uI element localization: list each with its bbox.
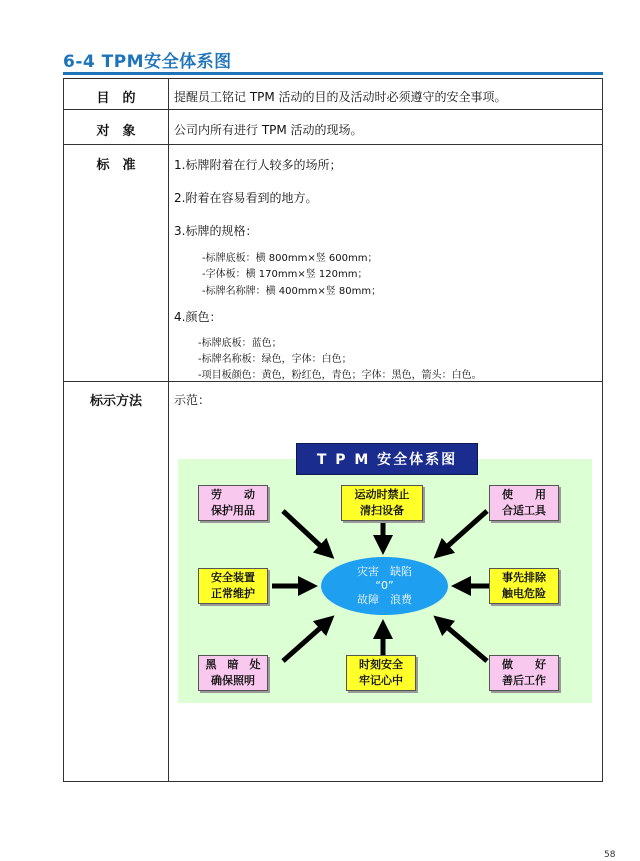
box-line: 事先排除 [502, 571, 546, 584]
spec-line: -字体板：横 170mm×竖 120mm； [202, 269, 368, 280]
box-line: 使 用 [502, 488, 546, 501]
center-line-3: 故障 浪费 [357, 593, 412, 606]
arrow-icon [441, 511, 487, 552]
box-aftercare [489, 655, 559, 691]
box-line: 确保照明 [211, 674, 255, 687]
standard-item-1: 1.标牌附着在行人较多的场所； [174, 158, 342, 172]
diagram-title: T P M 安全体系图 [296, 443, 478, 475]
color-line: -标牌名称板：绿色，字体：白色； [198, 354, 352, 365]
box-line: 触电危险 [502, 587, 546, 600]
box-line: 黑 暗 处 [205, 658, 261, 671]
standard-label: 标 准 [96, 158, 136, 173]
arrow-icon [441, 622, 487, 661]
purpose-text: 提醒员工铭记 TPM 活动的目的及活动时必须遵守的安全事项。 [174, 90, 507, 104]
object-text: 公司内所有进行 TPM 活动的现场。 [174, 123, 363, 137]
box-proper-tools [489, 485, 559, 521]
purpose-label: 目 的 [96, 91, 136, 106]
box-line: 保护用品 [211, 504, 255, 517]
color-line: -项目板颜色：黄色，粉红色，青色；字体：黑色，箭头：白色。 [198, 370, 482, 381]
arrow-icon [283, 511, 327, 552]
standard-item-3: 3.标牌的规格： [174, 224, 258, 238]
standard-item-2: 2.附着在容易看到的地方。 [174, 191, 318, 205]
tpm-safety-diagram [178, 452, 592, 703]
box-safety-mind [346, 655, 416, 691]
page-number: 58 [604, 850, 616, 860]
box-line: 清扫设备 [360, 504, 404, 517]
center-line-1: 灾害 缺陷 [357, 565, 412, 578]
box-line: 合适工具 [502, 504, 546, 517]
box-line: 牢记心中 [359, 674, 403, 687]
box-line: 劳 动 [211, 488, 255, 501]
box-line: 运动时禁止 [354, 488, 410, 501]
object-label: 对 象 [96, 124, 136, 139]
center-line-2: “0” [375, 579, 394, 592]
row-divider [64, 109, 602, 110]
method-text: 示范： [174, 393, 211, 407]
safety-table [63, 78, 603, 782]
box-lighting [198, 655, 268, 691]
box-electric-hazard [489, 568, 559, 604]
box-line: 做 好 [502, 658, 546, 671]
box-line: 善后工作 [502, 674, 546, 687]
zero-goal-center [321, 557, 448, 615]
page-title: 6-4 TPM安全体系图 [63, 52, 232, 72]
box-labor-protection [198, 485, 268, 521]
row-divider [64, 381, 602, 382]
row-divider [64, 144, 602, 145]
color-line: -标牌底板：蓝色； [198, 338, 282, 349]
box-line: 时刻安全 [359, 658, 403, 671]
box-no-cleaning-running [341, 485, 423, 521]
box-safety-device [198, 568, 268, 604]
title-underline [63, 72, 603, 75]
column-divider [168, 79, 169, 781]
box-line: 安全装置 [211, 571, 255, 584]
spec-line: -标牌名称牌：横 400mm×竖 80mm； [202, 286, 382, 297]
arrow-icon [283, 622, 327, 661]
method-label: 标示方法 [89, 394, 142, 409]
standard-item-4: 4.颜色： [174, 310, 222, 324]
spec-line: -标牌底板：横 800mm×竖 600mm； [202, 253, 378, 264]
box-line: 正常维护 [211, 587, 255, 600]
